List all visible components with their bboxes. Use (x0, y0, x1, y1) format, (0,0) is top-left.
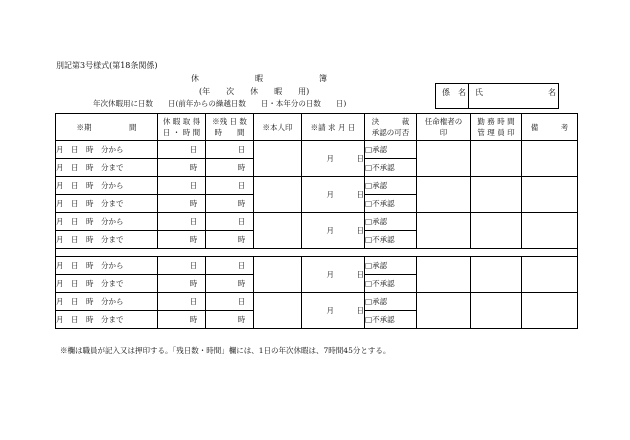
request-date[interactable]: 月 日 (302, 213, 365, 249)
remaining-hours[interactable]: 時 (206, 159, 254, 177)
leave-table (55, 113, 578, 329)
form-title (191, 73, 327, 84)
annual-days-line: 年次休暇用に日数 日(前年からの繰越日数 日・本年分の日数 日) (93, 99, 347, 108)
period-to[interactable]: 月 日 時 分まで (56, 311, 158, 329)
table-row (56, 293, 578, 311)
leave-hours[interactable]: 時 (158, 275, 206, 293)
approve-checkbox[interactable]: □承認 (365, 213, 417, 231)
leave-hours[interactable]: 時 (158, 311, 206, 329)
remaining-hours[interactable]: 時 (206, 275, 254, 293)
form-subtitle: (年 次 休 暇 用) (199, 87, 310, 96)
section-separator (56, 249, 578, 257)
period-from[interactable]: 月 日 時 分から (56, 293, 158, 311)
appointer-seal[interactable] (417, 213, 471, 249)
period-to[interactable]: 月 日 時 分まで (56, 231, 158, 249)
leave-hours[interactable]: 時 (158, 159, 206, 177)
manager-seal[interactable] (471, 141, 522, 177)
self-seal[interactable] (254, 141, 302, 177)
header-period: ※期 間 (56, 114, 158, 141)
leave-days[interactable]: 日 (158, 177, 206, 195)
sig-mei-label: 名 (548, 88, 556, 97)
request-date[interactable]: 月 日 (302, 141, 365, 177)
request-date[interactable]: 月 日 (302, 257, 365, 293)
self-seal[interactable] (254, 293, 302, 329)
period-to[interactable]: 月 日 時 分まで (56, 159, 158, 177)
leave-hours[interactable]: 時 (158, 195, 206, 213)
approve-checkbox[interactable]: □承認 (365, 141, 417, 159)
approve-checkbox[interactable]: □承認 (365, 257, 417, 275)
leave-days[interactable]: 日 (158, 213, 206, 231)
manager-seal[interactable] (471, 257, 522, 293)
period-from[interactable]: 月 日 時 分から (56, 177, 158, 195)
self-seal[interactable] (254, 257, 302, 293)
remaining-hours[interactable]: 時 (206, 231, 254, 249)
self-seal[interactable] (254, 177, 302, 213)
manager-seal[interactable] (471, 177, 522, 213)
header-kyuka: 休 暇 取 得 日 ・ 時 間 (158, 114, 206, 141)
title-char-3: 簿 (319, 74, 327, 83)
header-inkan: ※本人印 (254, 114, 302, 141)
period-to[interactable]: 月 日 時 分まで (56, 195, 158, 213)
table-row (56, 257, 578, 275)
appointer-seal[interactable] (417, 141, 471, 177)
self-seal[interactable] (254, 213, 302, 249)
table-row (56, 141, 578, 159)
reject-checkbox[interactable]: □不承認 (365, 195, 417, 213)
title-char-1: 休 (191, 74, 199, 83)
reject-checkbox[interactable]: □不承認 (365, 311, 417, 329)
appointer-seal[interactable] (417, 293, 471, 329)
approve-checkbox[interactable]: □承認 (365, 177, 417, 195)
remaining-days[interactable]: 日 (206, 293, 254, 311)
remarks[interactable] (522, 177, 578, 213)
request-date[interactable]: 月 日 (302, 177, 365, 213)
remaining-days[interactable]: 日 (206, 141, 254, 159)
footnote: ※欄は職員が記入又は押印する。「残日数・時間」欄には、1日の年次休暇は、7時間45分とする。 (60, 346, 391, 355)
reject-checkbox[interactable]: □不承認 (365, 231, 417, 249)
period-from[interactable]: 月 日 時 分から (56, 141, 158, 159)
remaining-hours[interactable]: 時 (206, 195, 254, 213)
reject-checkbox[interactable]: □不承認 (365, 159, 417, 177)
period-from[interactable]: 月 日 時 分から (56, 257, 158, 275)
request-date[interactable]: 月 日 (302, 293, 365, 329)
remaining-days[interactable]: 日 (206, 257, 254, 275)
sig-shi-label: 氏 (475, 88, 483, 97)
header-kessai: 決 裁 承認の可否 (365, 114, 417, 141)
header-zan: ※残 日 数 時 間 (206, 114, 254, 141)
remarks[interactable] (522, 257, 578, 293)
header-biko: 備 考 (522, 114, 578, 141)
remaining-hours[interactable]: 時 (206, 311, 254, 329)
leave-days[interactable]: 日 (158, 141, 206, 159)
header-seikyu: ※請 求 月 日 (302, 114, 365, 141)
leave-hours[interactable]: 時 (158, 231, 206, 249)
manager-seal[interactable] (471, 293, 522, 329)
remarks[interactable] (522, 293, 578, 329)
header-kinmu: 勤 務 時 間 管 理 員 印 (471, 114, 522, 141)
manager-seal[interactable] (471, 213, 522, 249)
table-row (56, 177, 578, 195)
appointer-seal[interactable] (417, 257, 471, 293)
form-reference: 別記第3号様式(第18条関係) (56, 61, 158, 70)
remarks[interactable] (522, 141, 578, 177)
signature-box (435, 83, 559, 109)
approve-checkbox[interactable]: □承認 (365, 293, 417, 311)
title-char-2: 暇 (255, 74, 263, 83)
leave-days[interactable]: 日 (158, 257, 206, 275)
period-to[interactable]: 月 日 時 分まで (56, 275, 158, 293)
appointer-seal[interactable] (417, 177, 471, 213)
period-from[interactable]: 月 日 時 分から (56, 213, 158, 231)
remarks[interactable] (522, 213, 578, 249)
remaining-days[interactable]: 日 (206, 213, 254, 231)
table-row (56, 213, 578, 231)
remaining-days[interactable]: 日 (206, 177, 254, 195)
sig-kakari-label: 係 名 (442, 88, 466, 97)
header-ninmei: 任命権者の 印 (417, 114, 471, 141)
reject-checkbox[interactable]: □不承認 (365, 275, 417, 293)
leave-days[interactable]: 日 (158, 293, 206, 311)
